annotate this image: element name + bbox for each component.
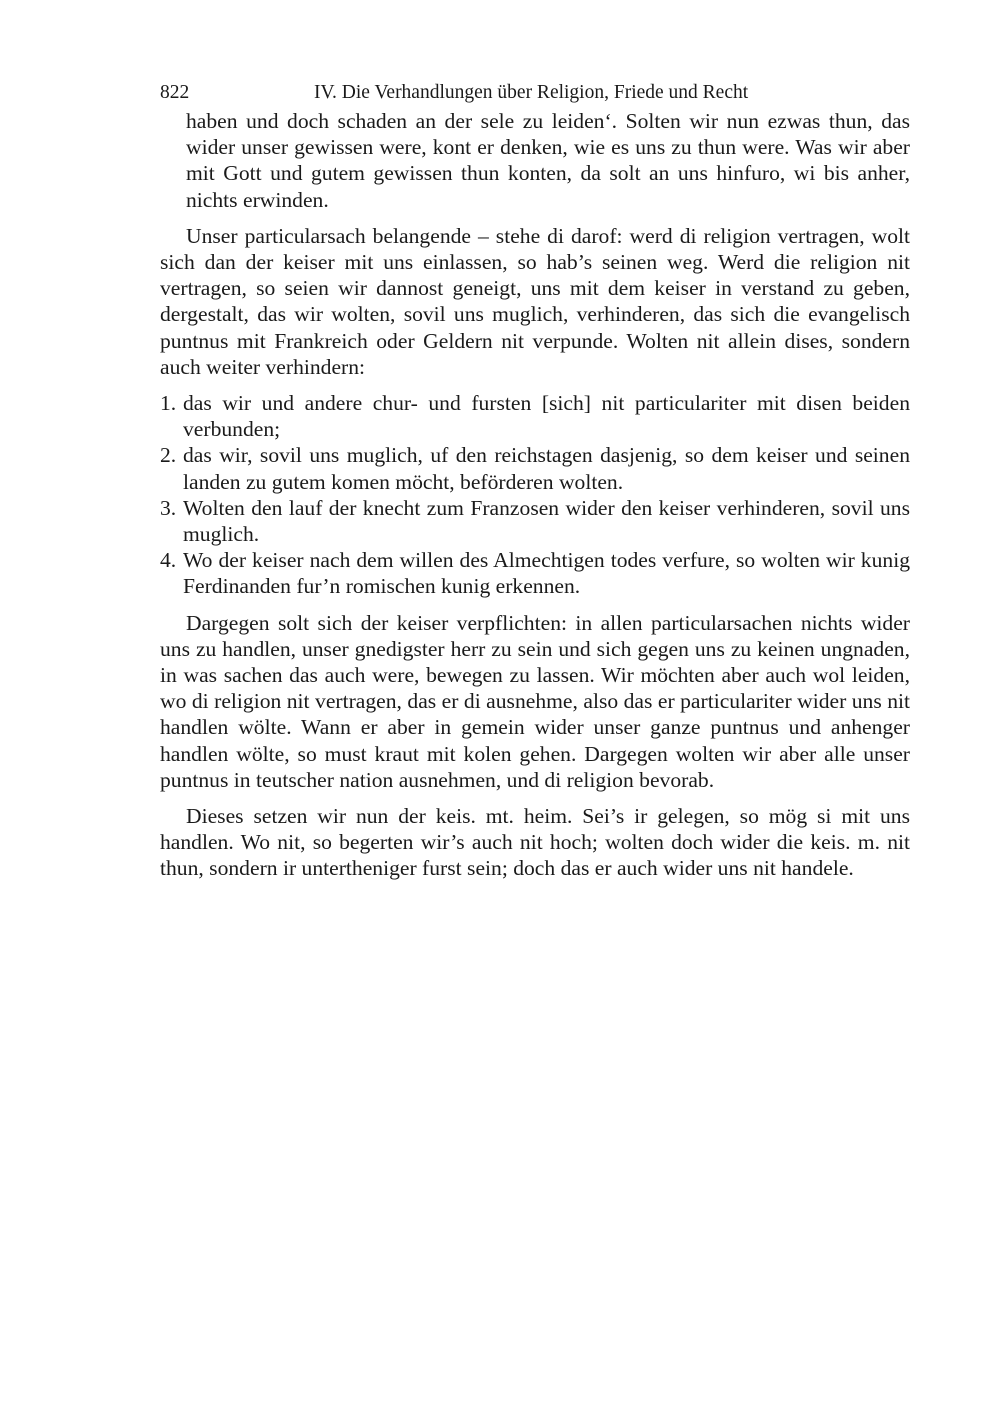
paragraph: Dieses setzen wir nun der keis. mt. heim. Sei’s ir gelegen, so mög si mit uns handlen. Wo nit, so begerten wir’s auch nit hoch; wolten doch wider die keis. m. nit thun, sondern ir untertheniger furst sein; doch das er auch wider uns nit handele. xyxy=(160,804,910,881)
list-item-text: das wir und andere chur- und fursten [sich] nit particulariter mit disen beiden verbunden; xyxy=(183,391,910,442)
list-item-text: das wir, sovil uns muglich, uf den reichstagen dasjenig, so dem keiser und seinen landen zu gutem komen möcht, beförderen wolten. xyxy=(183,443,910,494)
list-item xyxy=(160,390,910,442)
quote-continuation: haben und doch schaden an der sele zu leiden‘. Solten wir nun ezwas thun, das wider unser gewissen were, kont er denken, wie es uns zu thun were. Was wir aber mit Gott und gutem gewissen thun konten, da solt an uns hinfuro, wi bis anher, nichts erwinden. xyxy=(186,109,910,212)
paragraph: Unser particularsach belangende – stehe di darof: werd di religion vertragen, wolt sich dan der keiser mit uns einlassen, so hab’s seinen weg. Werd die religion nit vertragen, so seien wir dannost geneigt, uns mit dem keiser in verstand zu geben, dergestalt, das wir wolten, sovil uns muglich, verhinderen, das sich die evangelisch puntnus mit Frankreich oder Geldern nit verpunde. Wolten nit allein dises, sondern auch weiter verhindern: xyxy=(160,223,910,379)
page-number: 822 xyxy=(160,82,190,103)
running-header xyxy=(160,78,910,108)
list-item-text: Wo der keiser nach dem willen des Almechtigen todes verfure, so wolten wir kunig Ferdinanden fur’n romischen kunig erkennen. xyxy=(183,548,910,599)
list-item xyxy=(160,442,910,494)
list-item xyxy=(160,495,910,547)
list-number: 1. xyxy=(160,391,177,416)
body-text xyxy=(160,108,910,882)
numbered-list xyxy=(160,390,910,600)
list-item xyxy=(160,547,910,599)
list-number: 3. xyxy=(160,495,177,520)
running-title: IV. Die Verhandlungen über Religion, Friede und Recht xyxy=(314,82,749,103)
book-page xyxy=(160,78,910,892)
list-item-text: Wolten den lauf der knecht zum Franzosen wider den keiser verhinderen, sovil uns muglich. xyxy=(183,495,910,547)
list-number: 4. xyxy=(160,548,177,573)
paragraph: Dargegen solt sich der keiser verpflichten: in allen particularsachen nichts wider uns zu handlen, unser gnedigster herr zu sein und sich gegen uns zu keinen ungnaden, in was sachen das auch were, bewegen zu lassen. Wir möchten aber auch wol leiden, wo di religion nit vertragen, das er di ausnehme, also das er particulariter wider uns nit handlen wölte. Wann er aber in gemein wider unser ganze puntnus und anhenger handlen wölte, so must kraut mit kolen gehen. Dargegen wolten wir aber alle unser puntnus in teutscher nation ausnehmen, und di religion bevorab. xyxy=(160,610,910,792)
list-number: 2. xyxy=(160,443,177,468)
